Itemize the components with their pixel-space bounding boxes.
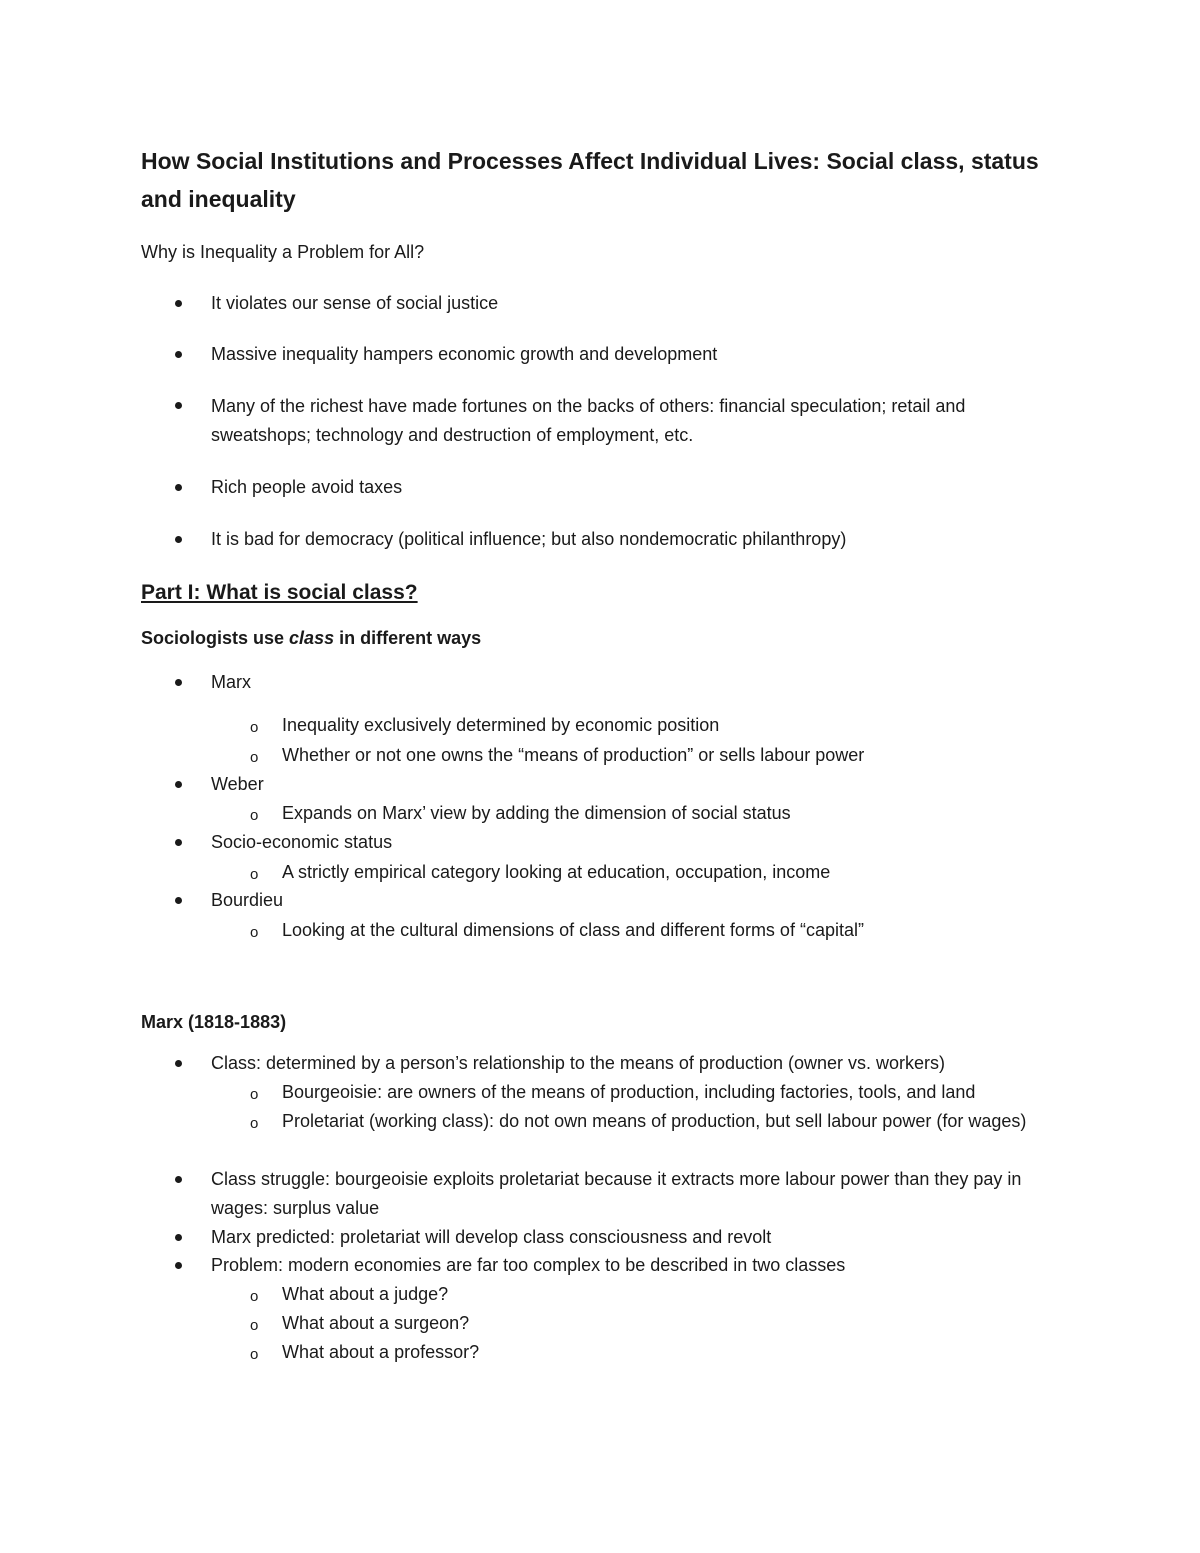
marx-predicted: Marx predicted: proletariat will develop class consciousness and revolt <box>211 1227 772 1247</box>
use-item-bourdieu: Bourdieu <box>211 890 284 910</box>
use-ses-sub-1: A strictly empirical category looking at education, occupation, income <box>282 862 831 882</box>
uses-heading-emphasis: class <box>289 628 335 648</box>
use-weber-sub-1: Expands on Marx’ view by adding the dimension of social status <box>282 803 791 823</box>
sub-bullet-icon: o <box>250 749 259 766</box>
bullet-icon <box>175 679 182 686</box>
intro-bullet-1: It violates our sense of social justice <box>211 293 499 313</box>
bullet-icon <box>175 484 182 491</box>
document-title: How Social Institutions and Processes Affect Individual Lives: Social class, status and inequality <box>141 148 1039 212</box>
bullet-icon <box>175 781 182 788</box>
intro-bullet-3: Many of the richest have made fortunes on the backs of others: financial speculation; retail and sweatshops; technology and destruction of employment, etc. <box>211 396 966 445</box>
use-item-marx: Marx <box>211 672 251 692</box>
sub-bullet-icon: o <box>250 1346 259 1363</box>
uses-heading-post: in different ways <box>334 628 482 648</box>
sub-bullet-icon: o <box>250 866 259 883</box>
part1-heading: Part I: What is social class? <box>141 581 418 604</box>
sub-bullet-icon: o <box>250 807 259 824</box>
use-marx-sub-1: Inequality exclusively determined by economic position <box>282 715 720 735</box>
intro-bullet-5: It is bad for democracy (political influence; but also nondemocratic philanthropy) <box>211 529 847 549</box>
marx-problem-judge: What about a judge? <box>282 1284 449 1304</box>
sub-bullet-icon: o <box>250 924 259 941</box>
marx-problem-surgeon: What about a surgeon? <box>282 1313 470 1333</box>
intro-bullet-4: Rich people avoid taxes <box>211 477 403 497</box>
bullet-icon <box>175 536 182 543</box>
marx-class: Class: determined by a person’s relationship to the means of production (owner vs. workers) <box>211 1053 946 1073</box>
marx-proletariat: Proletariat (working class): do not own means of production, but sell labour power (for wages) <box>282 1111 1027 1131</box>
marx-heading: Marx (1818-1883) <box>141 1012 287 1032</box>
sub-bullet-icon: o <box>250 1288 259 1305</box>
marx-struggle: Class struggle: bourgeoisie exploits proletariat because it extracts more labour power than they pay in wages: surplus value <box>211 1169 1022 1218</box>
sub-bullet-icon: o <box>250 1115 259 1132</box>
bullet-icon <box>175 1176 182 1183</box>
bullet-icon <box>175 897 182 904</box>
bullet-icon <box>175 1060 182 1067</box>
uses-heading <box>141 624 481 652</box>
bullet-icon <box>175 1262 182 1269</box>
sub-bullet-icon: o <box>250 1317 259 1334</box>
marx-problem: Problem: modern economies are far too complex to be described in two classes <box>211 1255 846 1275</box>
bullet-icon <box>175 1234 182 1241</box>
use-bourdieu-sub-1: Looking at the cultural dimensions of class and different forms of “capital” <box>282 920 864 940</box>
sub-bullet-icon: o <box>250 1086 259 1103</box>
sub-bullet-icon: o <box>250 719 259 736</box>
bullet-icon <box>175 839 182 846</box>
marx-bourgeoisie: Bourgeoisie: are owners of the means of production, including factories, tools, and land <box>282 1082 976 1102</box>
uses-heading-pre: Sociologists use <box>141 628 290 648</box>
use-item-ses: Socio-economic status <box>211 832 393 852</box>
intro-bullet-2: Massive inequality hampers economic growth and development <box>211 344 718 364</box>
bullet-icon <box>175 300 182 307</box>
bullet-icon <box>175 351 182 358</box>
intro-question: Why is Inequality a Problem for All? <box>141 242 425 262</box>
marx-problem-professor: What about a professor? <box>282 1342 480 1362</box>
use-marx-sub-2: Whether or not one owns the “means of production” or sells labour power <box>282 745 865 765</box>
bullet-icon <box>175 402 182 409</box>
use-item-weber: Weber <box>211 774 264 794</box>
